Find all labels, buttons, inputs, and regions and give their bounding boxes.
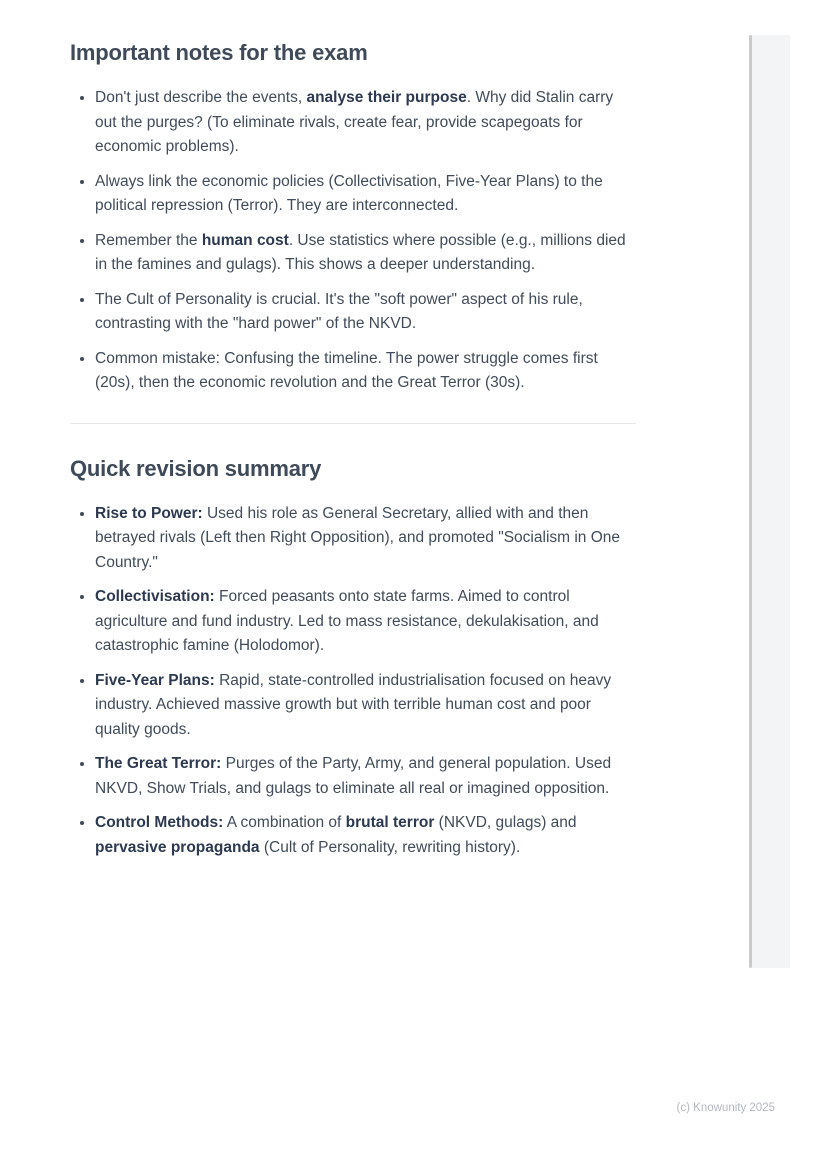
- section-exam-notes: [70, 40, 636, 396]
- section-title-exam-notes: Important notes for the exam: [70, 40, 368, 65]
- bullet-item: • Rise to Power: Used his role as General Secretary, allied with and then betrayed rivals (Left then Right Opposition), and promoted "Socialism in One Country.": [95, 501, 636, 576]
- bullet-list-exam-notes: [70, 85, 636, 396]
- copyright-text: (c) Knowunity 2025: [676, 1102, 775, 1114]
- document-page: [70, 0, 636, 869]
- bullet-item: • The Cult of Personality is crucial. It's the "soft power" aspect of his rule, contrasting with the "hard power" of the NKVD.: [95, 287, 636, 337]
- section-revision-summary: [70, 456, 636, 861]
- bullet-list-revision-summary: [70, 501, 636, 861]
- bullet-item: • Always link the economic policies (Collectivisation, Five-Year Plans) to the political repression (Terror). They are interconnected.: [95, 169, 636, 219]
- section-divider: [70, 423, 636, 424]
- bullet-item: • Control Methods: A combination of brutal terror (NKVD, gulags) and pervasive propaganda (Cult of Personality, rewriting history).: [95, 810, 636, 860]
- scrollbar-thumb[interactable]: [749, 35, 752, 968]
- bullet-item: • The Great Terror: Purges of the Party, Army, and general population. Used NKVD, Show Trials, and gulags to eliminate all real or imagined opposition.: [95, 751, 636, 801]
- bullet-item: • Remember the human cost. Use statistics where possible (e.g., millions died in the famines and gulags). This shows a deeper understanding.: [95, 228, 636, 278]
- bullet-item: • Collectivisation: Forced peasants onto state farms. Aimed to control agriculture and fund industry. Led to mass resistance, dekulakisation, and catastrophic famine (Holodomor).: [95, 584, 636, 659]
- bullet-item: • Don't just describe the events, analyse their purpose. Why did Stalin carry out the purges? (To eliminate rivals, create fear, provide scapegoats for economic problems).: [95, 85, 636, 160]
- section-title-revision-summary: Quick revision summary: [70, 455, 322, 481]
- bullet-item: • Common mistake: Confusing the timeline. The power struggle comes first (20s), then the economic revolution and the Great Terror (30s).: [95, 346, 636, 396]
- scrollbar-track[interactable]: [752, 35, 790, 968]
- bullet-item: • Five-Year Plans: Rapid, state-controlled industrialisation focused on heavy industry. Achieved massive growth but with terrible human cost and poor quality goods.: [95, 668, 636, 743]
